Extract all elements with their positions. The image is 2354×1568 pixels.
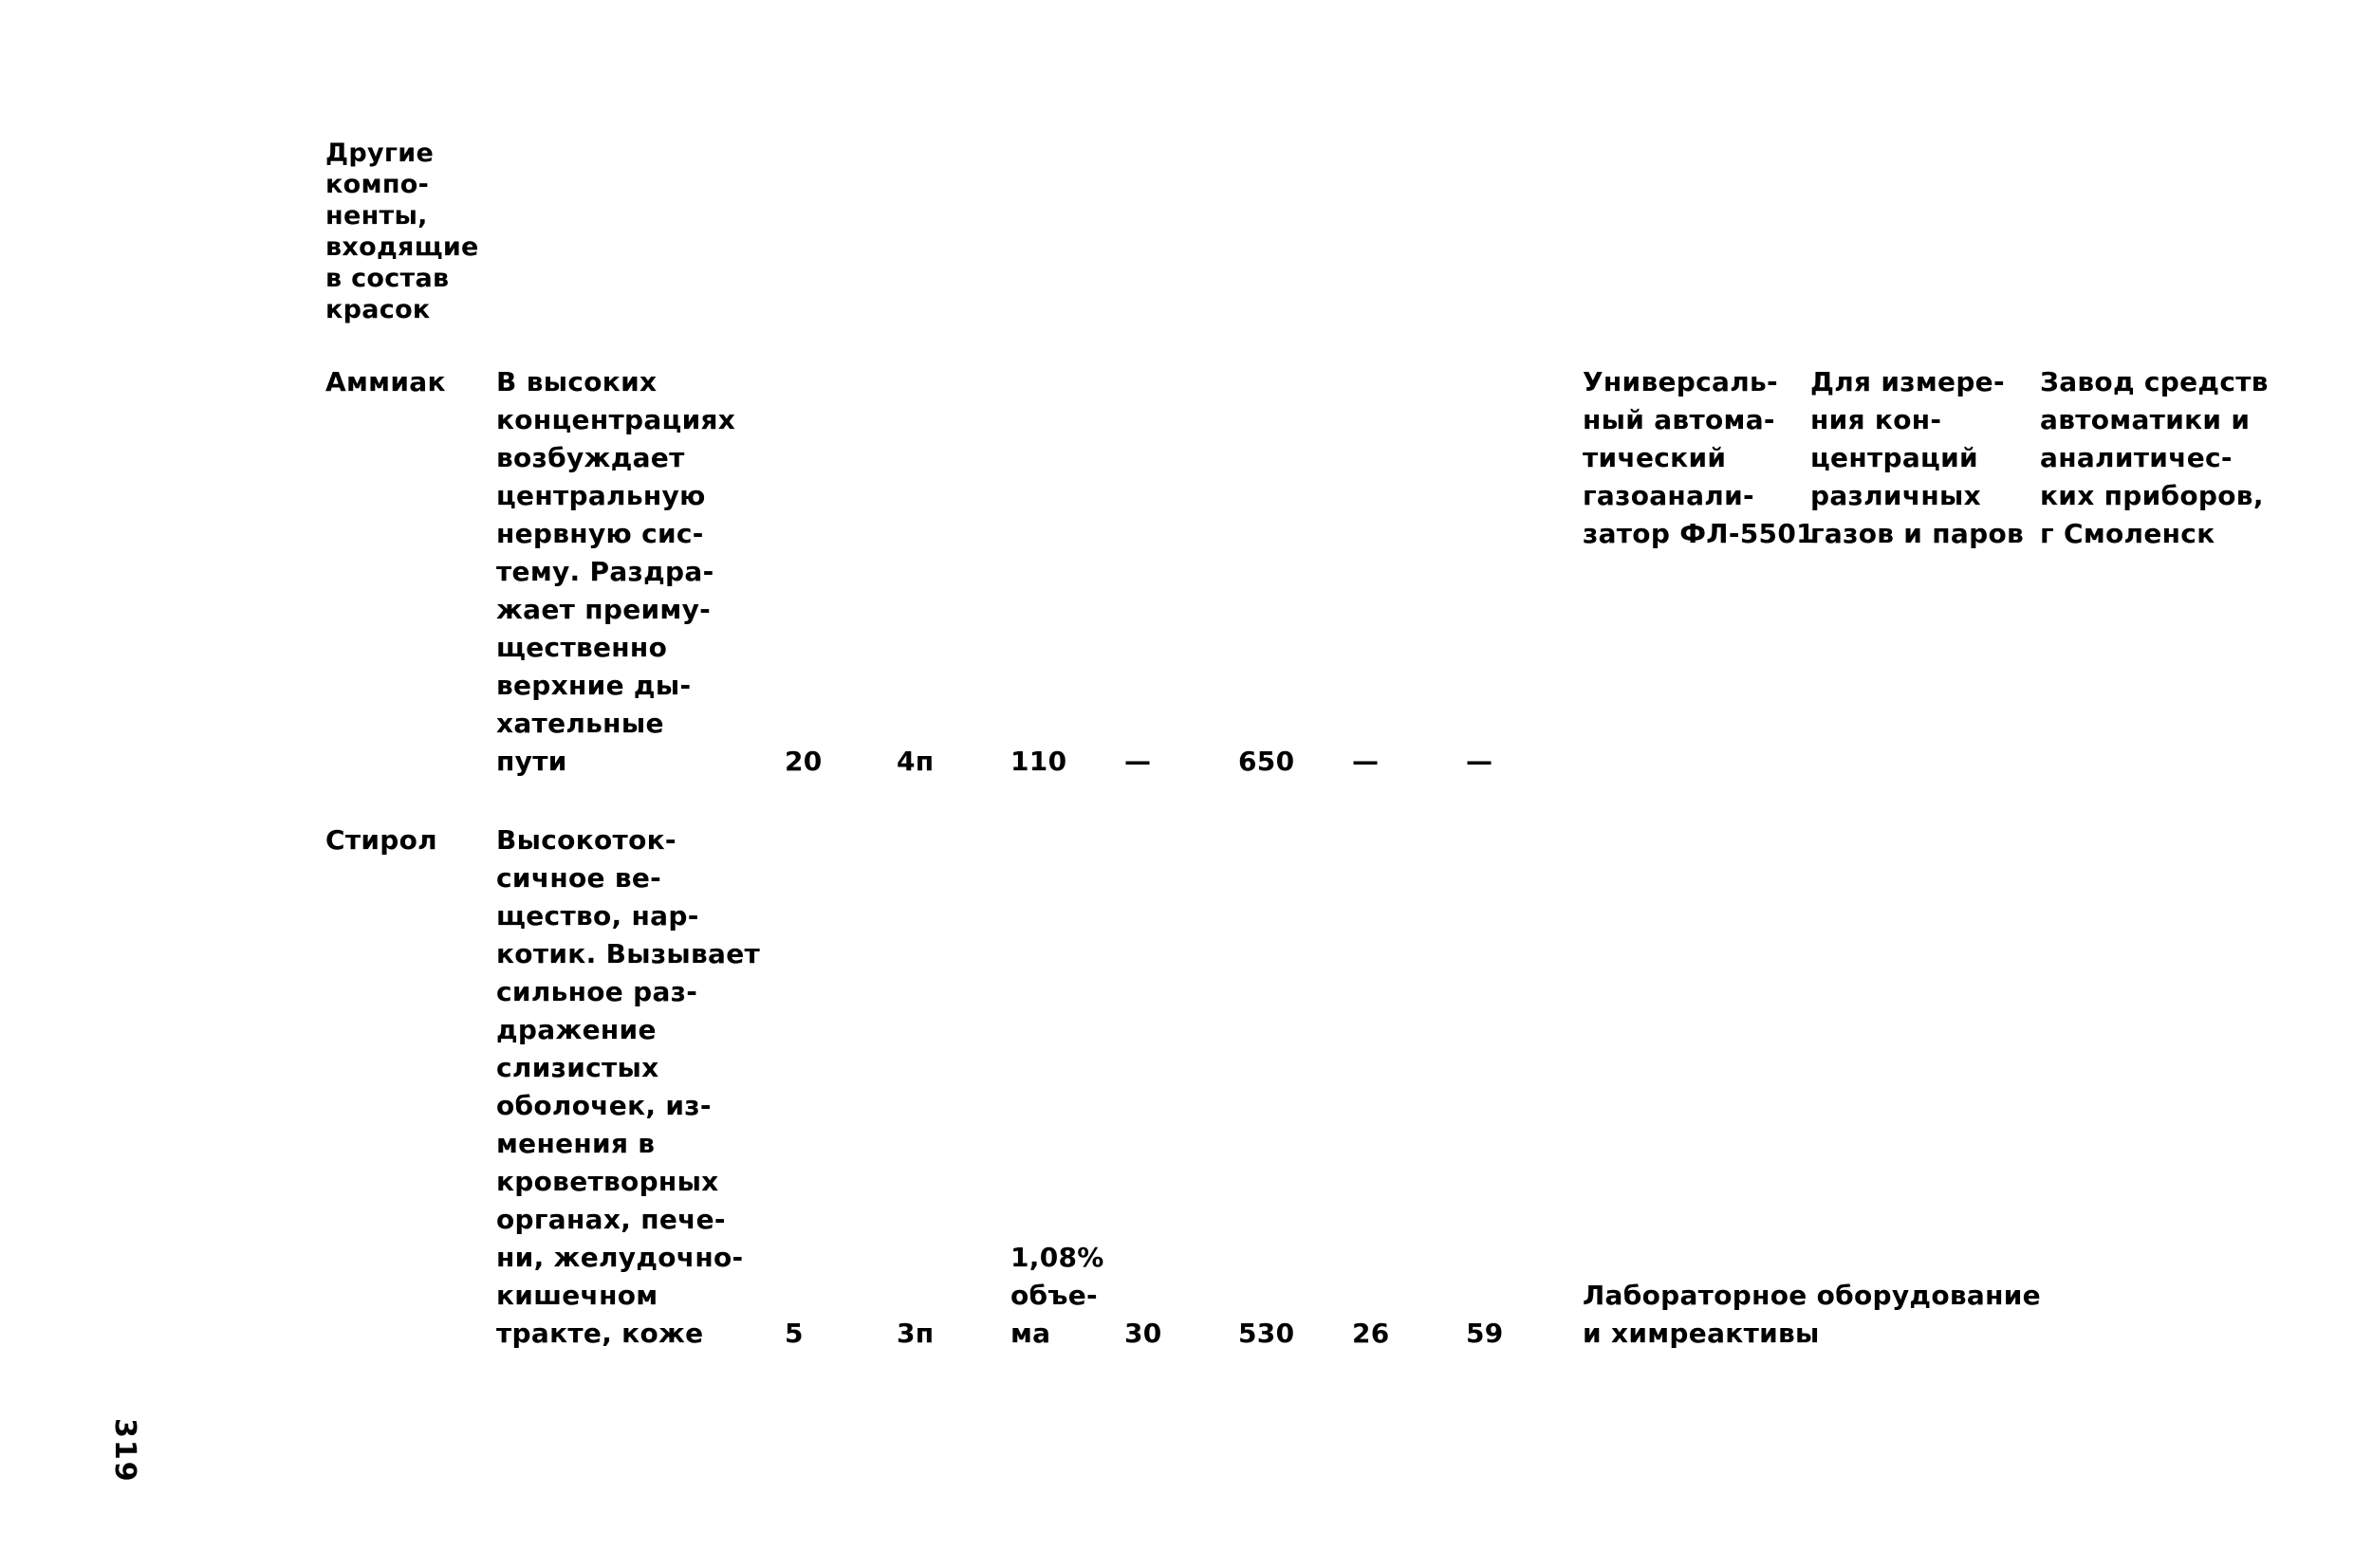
value-cell: 4п — [897, 746, 935, 777]
substance-name: Аммиак — [325, 366, 446, 397]
device-purpose: Для измере- ния кон- центраций различных газов и паров — [1810, 366, 2025, 549]
value-cell: 650 — [1238, 746, 1295, 777]
value-cell: 5 — [785, 1318, 804, 1349]
value-cell: 530 — [1238, 1318, 1295, 1349]
effect-description: В высоких концентрациях возбуждает центральную нервную сис- тему. Раздра- жает преиму- щественно верхние ды- хательные пути — [496, 366, 736, 777]
value-cell: 110 — [1010, 746, 1067, 777]
manufacturer: Завод средств автоматики и аналитичес- ких приборов, г Смоленск — [2040, 366, 2269, 549]
value-cell: 1,08% объе- ма — [1010, 1242, 1104, 1349]
effect-description: Высокоток- сичное ве- щество, нар- котик. Вызывает сильное раз- дражение слизистых оболочек, из- менения в кроветворных органах, пече- ни, желудочно- кишечном тракте, коже — [496, 824, 761, 1349]
value-cell: 30 — [1124, 1318, 1162, 1349]
substance-name: Стирол — [325, 824, 437, 856]
value-cell: 3п — [897, 1318, 935, 1349]
equipment-note: Лабораторное оборудование и химреактивы — [1583, 1280, 2041, 1349]
value-cell: 59 — [1466, 1318, 1504, 1349]
value-cell: — — [1352, 746, 1380, 777]
device-name: Универсаль- ный автома- тический газоанали- затор ФЛ-5501 — [1583, 366, 1815, 549]
value-cell: 20 — [785, 746, 823, 777]
value-cell: — — [1124, 746, 1152, 777]
value-cell: 26 — [1352, 1318, 1390, 1349]
page-number: 319 — [108, 1418, 141, 1484]
section-heading: Другие компо- ненты, входящие в состав красок — [325, 138, 479, 324]
value-cell: — — [1466, 746, 1493, 777]
